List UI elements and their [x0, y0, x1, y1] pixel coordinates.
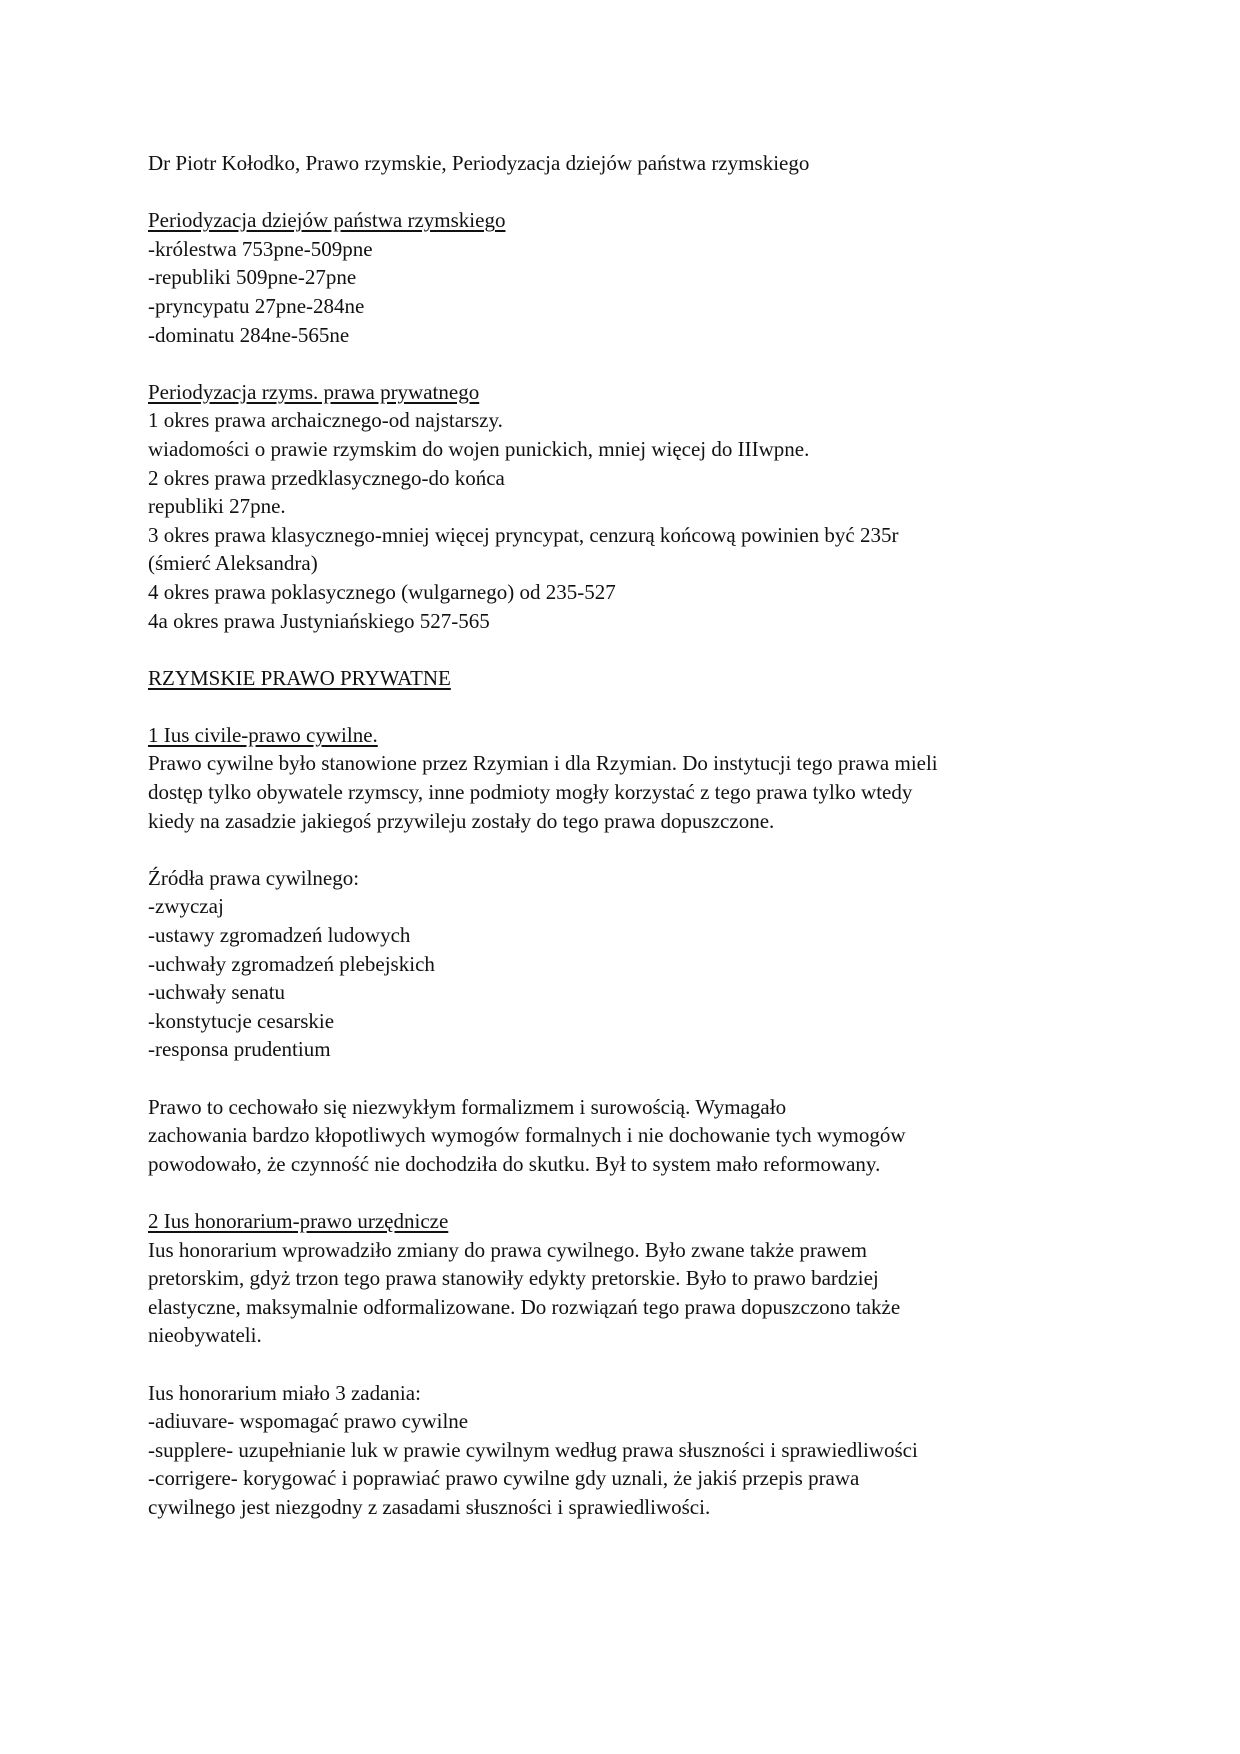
law-period-line: republiki 27pne.: [148, 494, 286, 519]
task-item: -adiuvare- wspomagać prawo cywilne: [148, 1409, 469, 1434]
source-item: -responsa prudentium: [148, 1037, 331, 1062]
period-item: -pryncypatu 27pne-284ne: [148, 293, 365, 318]
spacer: [148, 1350, 1108, 1379]
task-item: -supplere- uzupełnianie luk w prawie cywilnym według prawa słuszności i sprawiedliwości: [148, 1437, 918, 1462]
paragraph-line: pretorskim, gdyż trzon tego prawa stanowiły edykty pretorskie. Było to prawo bardziej: [148, 1266, 879, 1291]
paragraph-line: dostęp tylko obywatele rzymscy, inne podmioty mogły korzystać z tego prawa tylko wtedy: [148, 780, 913, 805]
task-item: cywilnego jest niezgodny z zasadami słuszności i sprawiedliwości.: [148, 1494, 711, 1519]
law-period-line: 2 okres prawa przedklasycznego-do końca: [148, 465, 505, 490]
document-title: Dr Piotr Kołodko, Prawo rzymskie, Periodyzacja dziejów państwa rzymskiego: [148, 151, 810, 175]
paragraph-line: Prawo cywilne było stanowione przez Rzymian i dla Rzymian. Do instytucji tego prawa mieli: [148, 751, 938, 776]
period-item: -republiki 509pne-27pne: [148, 265, 357, 290]
heading-periodyzacja-panstwa: Periodyzacja dziejów państwa rzymskiego: [148, 208, 506, 233]
paragraph-line: elastyczne, maksymalnie odformalizowane. Do rozwiązań tego prawa dopuszczono także: [148, 1294, 901, 1319]
source-item: -uchwały senatu: [148, 980, 286, 1005]
source-item: -konstytucje cesarskie: [148, 1008, 335, 1033]
source-item: -ustawy zgromadzeń ludowych: [148, 923, 411, 948]
spacer: [148, 178, 1108, 207]
task-item: -corrigere- korygować i poprawiać prawo cywilne gdy uznali, że jakiś przepis prawa: [148, 1466, 860, 1491]
paragraph-line: Prawo to cechowało się niezwykłym formalizmem i surowością. Wymagało: [148, 1094, 787, 1119]
period-item: -dominatu 284ne-565ne: [148, 322, 350, 347]
period-item: -królestwa 753pne-509pne: [148, 236, 373, 261]
law-period-line: 4 okres prawa poklasycznego (wulgarnego) od 235-527: [148, 579, 616, 604]
sources-heading: Źródła prawa cywilnego:: [148, 865, 360, 890]
paragraph-line: kiedy na zasadzie jakiegoś przywileju zostały do tego prawa dopuszczone.: [148, 808, 775, 833]
paragraph-line: powodowało, że czynność nie dochodziła do skutku. Był to system mało reformowany.: [148, 1151, 881, 1176]
paragraph-line: nieobywateli.: [148, 1323, 262, 1348]
heading-rzymskie-prawo-prywatne: RZYMSKIE PRAWO PRYWATNE: [148, 665, 451, 690]
spacer: [148, 349, 1108, 378]
source-item: -uchwały zgromadzeń plebejskich: [148, 951, 435, 976]
law-period-line: 4a okres prawa Justyniańskiego 527-565: [148, 608, 490, 633]
law-period-line: (śmierć Aleksandra): [148, 551, 318, 576]
spacer: [148, 835, 1108, 864]
law-period-line: wiadomości o prawie rzymskim do wojen punickich, mniej więcej do IIIwpne.: [148, 436, 810, 461]
heading-ius-honorarium: 2 Ius honorarium-prawo urzędnicze: [148, 1208, 449, 1233]
document-body: [148, 149, 1108, 1522]
heading-ius-civile: 1 Ius civile-prawo cywilne.: [148, 722, 378, 747]
law-period-line: 3 okres prawa klasycznego-mniej więcej pryncypat, cenzurą końcową powinien być 235r: [148, 522, 899, 547]
heading-periodyzacja-prawa: Periodyzacja rzyms. prawa prywatnego: [148, 379, 480, 404]
spacer: [148, 635, 1108, 664]
source-item: -zwyczaj: [148, 894, 224, 919]
spacer: [148, 1178, 1108, 1207]
paragraph-line: Ius honorarium wprowadziło zmiany do prawa cywilnego. Było zwane także prawem: [148, 1237, 868, 1262]
spacer: [148, 1064, 1108, 1093]
tasks-heading: Ius honorarium miało 3 zadania:: [148, 1380, 421, 1405]
law-period-line: 1 okres prawa archaicznego-od najstarszy.: [148, 408, 503, 433]
paragraph-line: zachowania bardzo kłopotliwych wymogów formalnych i nie dochowanie tych wymogów: [148, 1123, 906, 1148]
spacer: [148, 692, 1108, 721]
